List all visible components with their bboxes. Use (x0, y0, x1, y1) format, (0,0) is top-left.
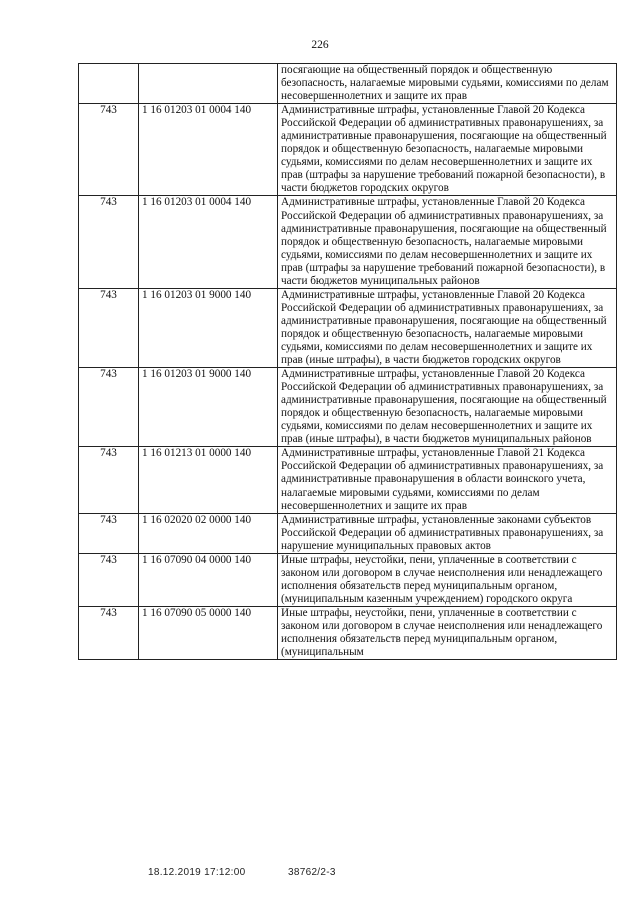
description-cell: Иные штрафы, неустойки, пени, уплаченные в соответствии с законом или договором в случае неисполнения или ненадлежащего исполнения обязательств перед муниципальным органом, (муниципальным (278, 606, 617, 659)
table-row (79, 196, 617, 288)
table-row (79, 553, 617, 606)
table-row (79, 513, 617, 553)
admin-code-cell: 743 (79, 513, 139, 553)
table-row (79, 368, 617, 447)
description-cell: посягающие на общественный порядок и общественную безопасность, налагаемые мировыми судьями, комиссиями по делам несовершеннолетних и защите их прав (278, 64, 617, 104)
table-row (79, 288, 617, 367)
admin-code-cell: 743 (79, 553, 139, 606)
table-row (79, 447, 617, 513)
table-body (79, 64, 617, 660)
admin-code-cell: 743 (79, 104, 139, 196)
description-cell: Административные штрафы, установленные Главой 20 Кодекса Российской Федерации об административных правонарушениях, за административные правонарушения, посягающие на общественный порядок и общественную безопасность, налагаемые мировыми судьями, комиссиями по делам несовершеннолетних и защите их прав (иные штрафы), в части бюджетов городских округов (278, 288, 617, 367)
table-row (79, 64, 617, 104)
admin-code-cell: 743 (79, 447, 139, 513)
description-cell: Административные штрафы, установленные Главой 20 Кодекса Российской Федерации об административных правонарушениях, за административные правонарушения, посягающие на общественный порядок и общественную безопасность, налагаемые мировыми судьями, комиссиями по делам несовершеннолетних и защите их прав (штрафы за нарушение требований пожарной безопасности), в части бюджетов муниципальных районов (278, 196, 617, 288)
page-number: 226 (311, 39, 329, 51)
revenue-codes-table (78, 63, 617, 660)
admin-code-cell: 743 (79, 368, 139, 447)
kbk-code-cell: 1 16 01203 01 9000 140 (139, 368, 278, 447)
kbk-code-cell (139, 64, 278, 104)
admin-code-cell: 743 (79, 606, 139, 659)
kbk-code-cell: 1 16 07090 04 0000 140 (139, 553, 278, 606)
description-cell: Административные штрафы, установленные Главой 20 Кодекса Российской Федерации об административных правонарушениях, за административные правонарушения, посягающие на общественный порядок и общественную безопасность, налагаемые мировыми судьями, комиссиями по делам несовершеннолетних и защите их прав (штрафы за нарушение требований пожарной безопасности), в части бюджетов городских округов (278, 104, 617, 196)
table-row (79, 606, 617, 659)
description-cell: Административные штрафы, установленные Главой 20 Кодекса Российской Федерации об административных правонарушениях, за административные правонарушения, посягающие на общественный порядок и общественную безопасность, налагаемые мировыми судьями, комиссиями по делам несовершеннолетних и защите их прав (иные штрафы), в части бюджетов муниципальных районов (278, 368, 617, 447)
admin-code-cell: 743 (79, 288, 139, 367)
footer-doc-id: 38762/2-3 (288, 867, 336, 878)
admin-code-cell (79, 64, 139, 104)
kbk-code-cell: 1 16 01203 01 0004 140 (139, 104, 278, 196)
description-cell: Административные штрафы, установленные Главой 21 Кодекса Российской Федерации об административных правонарушениях, за административные правонарушения в области воинского учета, налагаемые мировыми судьями, комиссиями по делам несовершеннолетних и защите их прав (278, 447, 617, 513)
kbk-code-cell: 1 16 01213 01 0000 140 (139, 447, 278, 513)
kbk-code-cell: 1 16 01203 01 0004 140 (139, 196, 278, 288)
description-cell: Административные штрафы, установленные законами субъектов Российской Федерации об административных правонарушениях, за нарушение муниципальных правовых актов (278, 513, 617, 553)
table-row (79, 104, 617, 196)
kbk-code-cell: 1 16 02020 02 0000 140 (139, 513, 278, 553)
footer-timestamp: 18.12.2019 17:12:00 (148, 867, 246, 878)
kbk-code-cell: 1 16 07090 05 0000 140 (139, 606, 278, 659)
description-cell: Иные штрафы, неустойки, пени, уплаченные в соответствии с законом или договором в случае неисполнения или ненадлежащего исполнения обязательств перед муниципальным органом, (муниципальным казенным учреждением) городского округа (278, 553, 617, 606)
kbk-code-cell: 1 16 01203 01 9000 140 (139, 288, 278, 367)
admin-code-cell: 743 (79, 196, 139, 288)
